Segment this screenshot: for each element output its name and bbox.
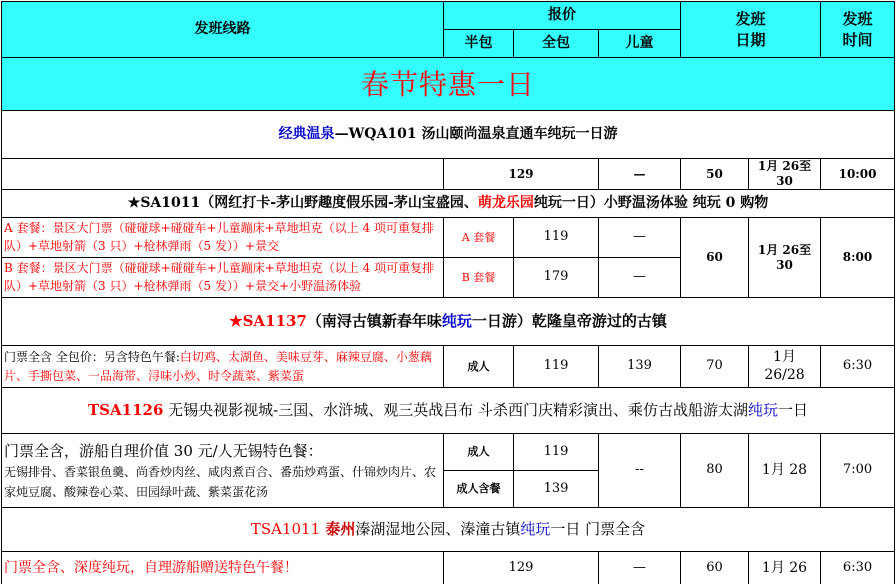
section5-title-darkred: 泰州 <box>320 520 356 539</box>
section3-time: 6:30 <box>821 346 895 388</box>
section4-title-a: 无锡央视影视城-三国、水浒城、观三英战吕布 斗杀西门庆精彩演出、乘仿古战船游太湖 <box>163 401 748 420</box>
banner-title: 春节特惠一日 <box>2 58 895 111</box>
section1-time: 10:00 <box>821 159 895 190</box>
section1-full: — <box>599 159 681 190</box>
section1-title-rest: —WQA101 汤山颐尚温泉直通车纯玩一日游 <box>334 125 618 142</box>
header-route: 发班线路 <box>2 2 444 58</box>
section2-title-a: ★SA1011（网红打卡-茅山野趣度假乐园-茅山宝盛园、 <box>127 194 478 211</box>
header-child: 儿童 <box>599 30 681 58</box>
section2-title <box>2 190 895 218</box>
section4-full: -- <box>599 434 681 508</box>
section3-full: 139 <box>599 346 681 388</box>
section5-title-red: TSA1011 <box>250 520 321 539</box>
section2-child: 60 <box>681 218 749 298</box>
section2-pkg-a-desc: A 套餐：景区大门票（碰碰球+碰碰车+儿童蹦床+草地坦克（以上 4 项可重复排队）+草地射箭（3 只）+枪林弹雨（5 发））+景交 <box>2 218 444 258</box>
section5-child: 60 <box>681 552 749 584</box>
section1-child: 50 <box>681 159 749 190</box>
section4-title-b: 一日 <box>778 401 809 420</box>
section1-date: 1月 26至30 <box>749 159 821 190</box>
section4-label-a: 成人 <box>444 434 514 471</box>
section5-full: — <box>599 552 681 584</box>
section2-title-b: 纯玩一日）小野温汤体验 纯玩 0 购物 <box>533 194 769 211</box>
header-full: 全包 <box>514 30 599 58</box>
section3-desc-red: 白切鸡、太湖鱼、美味豆芽、麻辣豆腐、小葱藕片、手撕包菜、一品海带、浔味小炒、时令蔬菜、紫菜蛋 <box>4 349 432 383</box>
header-time <box>821 2 895 58</box>
section3-title-blue: 纯玩 <box>441 312 472 331</box>
section3-label: 成人 <box>444 346 514 388</box>
section5-title-b: 一日 门票全含 <box>550 520 646 539</box>
header-time-text: 发班 时间 <box>842 10 873 49</box>
section1-title <box>2 111 895 159</box>
section5-half: 129 <box>444 552 599 584</box>
section2-time: 8:00 <box>821 218 895 298</box>
section3-date: 1月 26/28 <box>749 346 821 388</box>
section3-title-a: （南浔古镇新春年味 <box>306 312 442 331</box>
section2-pkg-a-half: 119 <box>514 218 599 258</box>
section2-pkg-a-label: A 套餐 <box>444 218 514 258</box>
section2-pkg-b-label: B 套餐 <box>444 258 514 298</box>
section4-desc-big: 门票全含，游船自理价值 30 元/人无锡特色餐： <box>4 442 323 461</box>
section4-label-b: 成人含餐 <box>444 471 514 508</box>
section2-pkg-b-desc: B 套餐：景区大门票（碰碰球+碰碰车+儿童蹦床+草地坦克（以上 4 项可重复排队）+草地射箭（3 只）+枪林弹雨（5 发））+景交+小野温汤体验 <box>2 258 444 298</box>
section4-title-red: TSA1126 <box>88 401 164 420</box>
section4-half-a: 119 <box>514 434 599 471</box>
section1-desc <box>2 159 444 190</box>
section4-time: 7:00 <box>821 434 895 508</box>
section3-desc <box>2 346 444 388</box>
section4-title-blue: 纯玩 <box>748 401 779 420</box>
section2-date: 1月 26至30 <box>749 218 821 298</box>
section5-date: 1月 26 <box>749 552 821 584</box>
section5-desc: 门票全含、深度纯玩，自理游船赠送特色午餐！ <box>2 552 444 584</box>
section2-pkg-b-half: 179 <box>514 258 599 298</box>
header-date <box>681 2 821 58</box>
section4-desc <box>2 434 444 508</box>
header-date-text: 发班 日期 <box>735 10 766 49</box>
section3-desc-black: 门票全含 全包价：另含特色午餐: <box>4 349 180 364</box>
section3-title <box>2 298 895 346</box>
section1-title-blue: 经典温泉 <box>278 125 335 142</box>
header-half: 半包 <box>444 30 514 58</box>
section5-time: 6:30 <box>821 552 895 584</box>
section3-half: 119 <box>514 346 599 388</box>
section4-child: 80 <box>681 434 749 508</box>
section4-title <box>2 388 895 434</box>
section5-title-blue: 纯玩 <box>520 520 551 539</box>
section3-title-b: 一日游）乾隆皇帝游过的古镇 <box>471 312 667 331</box>
section1-half: 129 <box>444 159 599 190</box>
section5-title <box>2 508 895 552</box>
header-price: 报价 <box>444 2 681 30</box>
section3-child: 70 <box>681 346 749 388</box>
section2-pkg-b-full: — <box>599 258 681 298</box>
section2-title-red: 萌龙乐园 <box>477 194 534 211</box>
section4-half-b: 139 <box>514 471 599 508</box>
section4-date: 1月 28 <box>749 434 821 508</box>
section5-title-a: 溱湖湿地公园、溱潼古镇 <box>355 520 521 539</box>
section4-desc-small: 无锡排骨、香菜银鱼羹、尚香炒肉丝、咸肉煮百合、番茄炒鸡蛋、什锦炒肉片、农家炖豆腐、酸辣卷心菜、田园绿叶蔬、紫菜蛋花汤 <box>4 465 437 499</box>
section3-title-red: ★SA1137 <box>229 312 307 331</box>
tour-schedule-table <box>1 1 895 584</box>
section2-pkg-a-full: — <box>599 218 681 258</box>
